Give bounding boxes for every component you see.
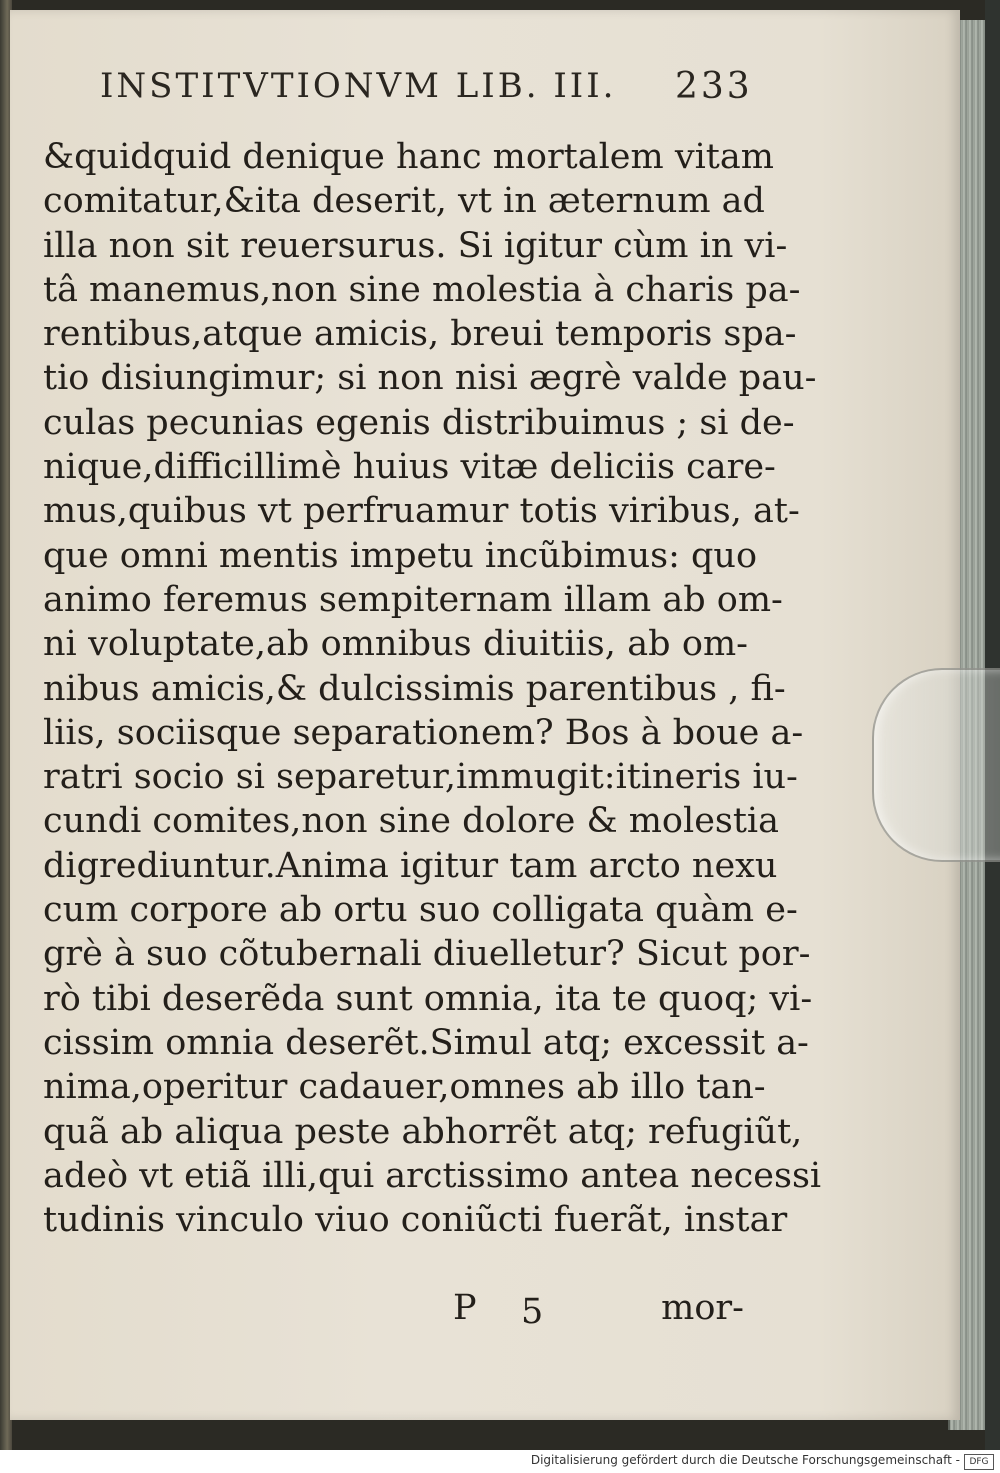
text-line: animo feremus sempiternam illam ab om-	[43, 579, 783, 620]
page-footer	[43, 1288, 748, 1332]
catchword: mor-	[661, 1288, 744, 1328]
text-line: tâ manemus,non sine molestia à charis pa-	[43, 269, 801, 310]
page-number: 233	[675, 66, 753, 107]
text-line: ratri socio si separetur,immugit:itineris iu-	[43, 757, 798, 798]
text-line: illa non sit reuersurus. Si igitur cùm in vi-	[43, 225, 788, 266]
signature-mark: P	[453, 1288, 477, 1328]
text-line: &quidquid denique hanc mortalem vitam	[43, 137, 774, 177]
text-line: nima,operitur cadauer,omnes ab illo tan-	[43, 1067, 766, 1108]
text-line: nique,difficillimè huius vitæ deliciis care-	[43, 447, 776, 488]
digitization-credit: Digitalisierung gefördert durch die Deutsche Forschungsgemeinschaft -	[530, 1453, 960, 1467]
credit-bar	[0, 1450, 1000, 1473]
running-head-title: INSTITVTIONVM LIB. III.	[100, 66, 617, 106]
text-line: tudinis vinculo viuo coniũcti fuerãt, instar	[43, 1200, 788, 1241]
text-line: que omni mentis impetu incũbimus: quo	[43, 535, 758, 576]
text-line: nibus amicis,& dulcissimis parentibus , fi-	[43, 668, 786, 709]
text-line: quã ab aliqua peste abhorrẽt atq; refugiũt,	[43, 1111, 803, 1152]
text-line: cissim omnia deserẽt.Simul atq; excessit a-	[43, 1022, 809, 1063]
text-line: liis, sociisque separationem? Bos à boue a-	[43, 712, 804, 753]
text-line: mus,quibus vt perfruamur totis viribus, at-	[43, 491, 800, 532]
text-line: tio disiungimur; si non nisi ægrè valde pau-	[43, 358, 817, 399]
signature-number: 5	[521, 1292, 544, 1332]
text-line: cum corpore ab ortu suo colligata quàm e-	[43, 890, 798, 931]
running-head	[100, 66, 753, 116]
body-text	[43, 135, 822, 1242]
text-line: rentibus,atque amicis, breui temporis spa-	[43, 314, 797, 355]
book-page	[10, 10, 960, 1420]
text-line: digrediuntur.Anima igitur tam arcto nexu	[43, 845, 778, 886]
text-line: grè à suo cõtubernali diuelletur? Sicut por-	[43, 934, 811, 975]
text-line: cundi comites,non sine dolore & molestia	[43, 801, 779, 842]
text-line: culas pecunias egenis distribuimus ; si de-	[43, 402, 795, 443]
text-line: rò tibi deserẽda sunt omnia, ita te quoq; vi-	[43, 978, 813, 1019]
dfg-logo: DFG	[964, 1454, 994, 1470]
text-line: comitatur,&ita deserit, vt in æternum ad	[43, 181, 765, 222]
page-clip	[872, 668, 1000, 862]
text-line: adeò vt etiã illi,qui arctissimo antea necessi	[43, 1155, 822, 1196]
text-line: ni voluptate,ab omnibus diuitiis, ab om-	[43, 624, 748, 665]
